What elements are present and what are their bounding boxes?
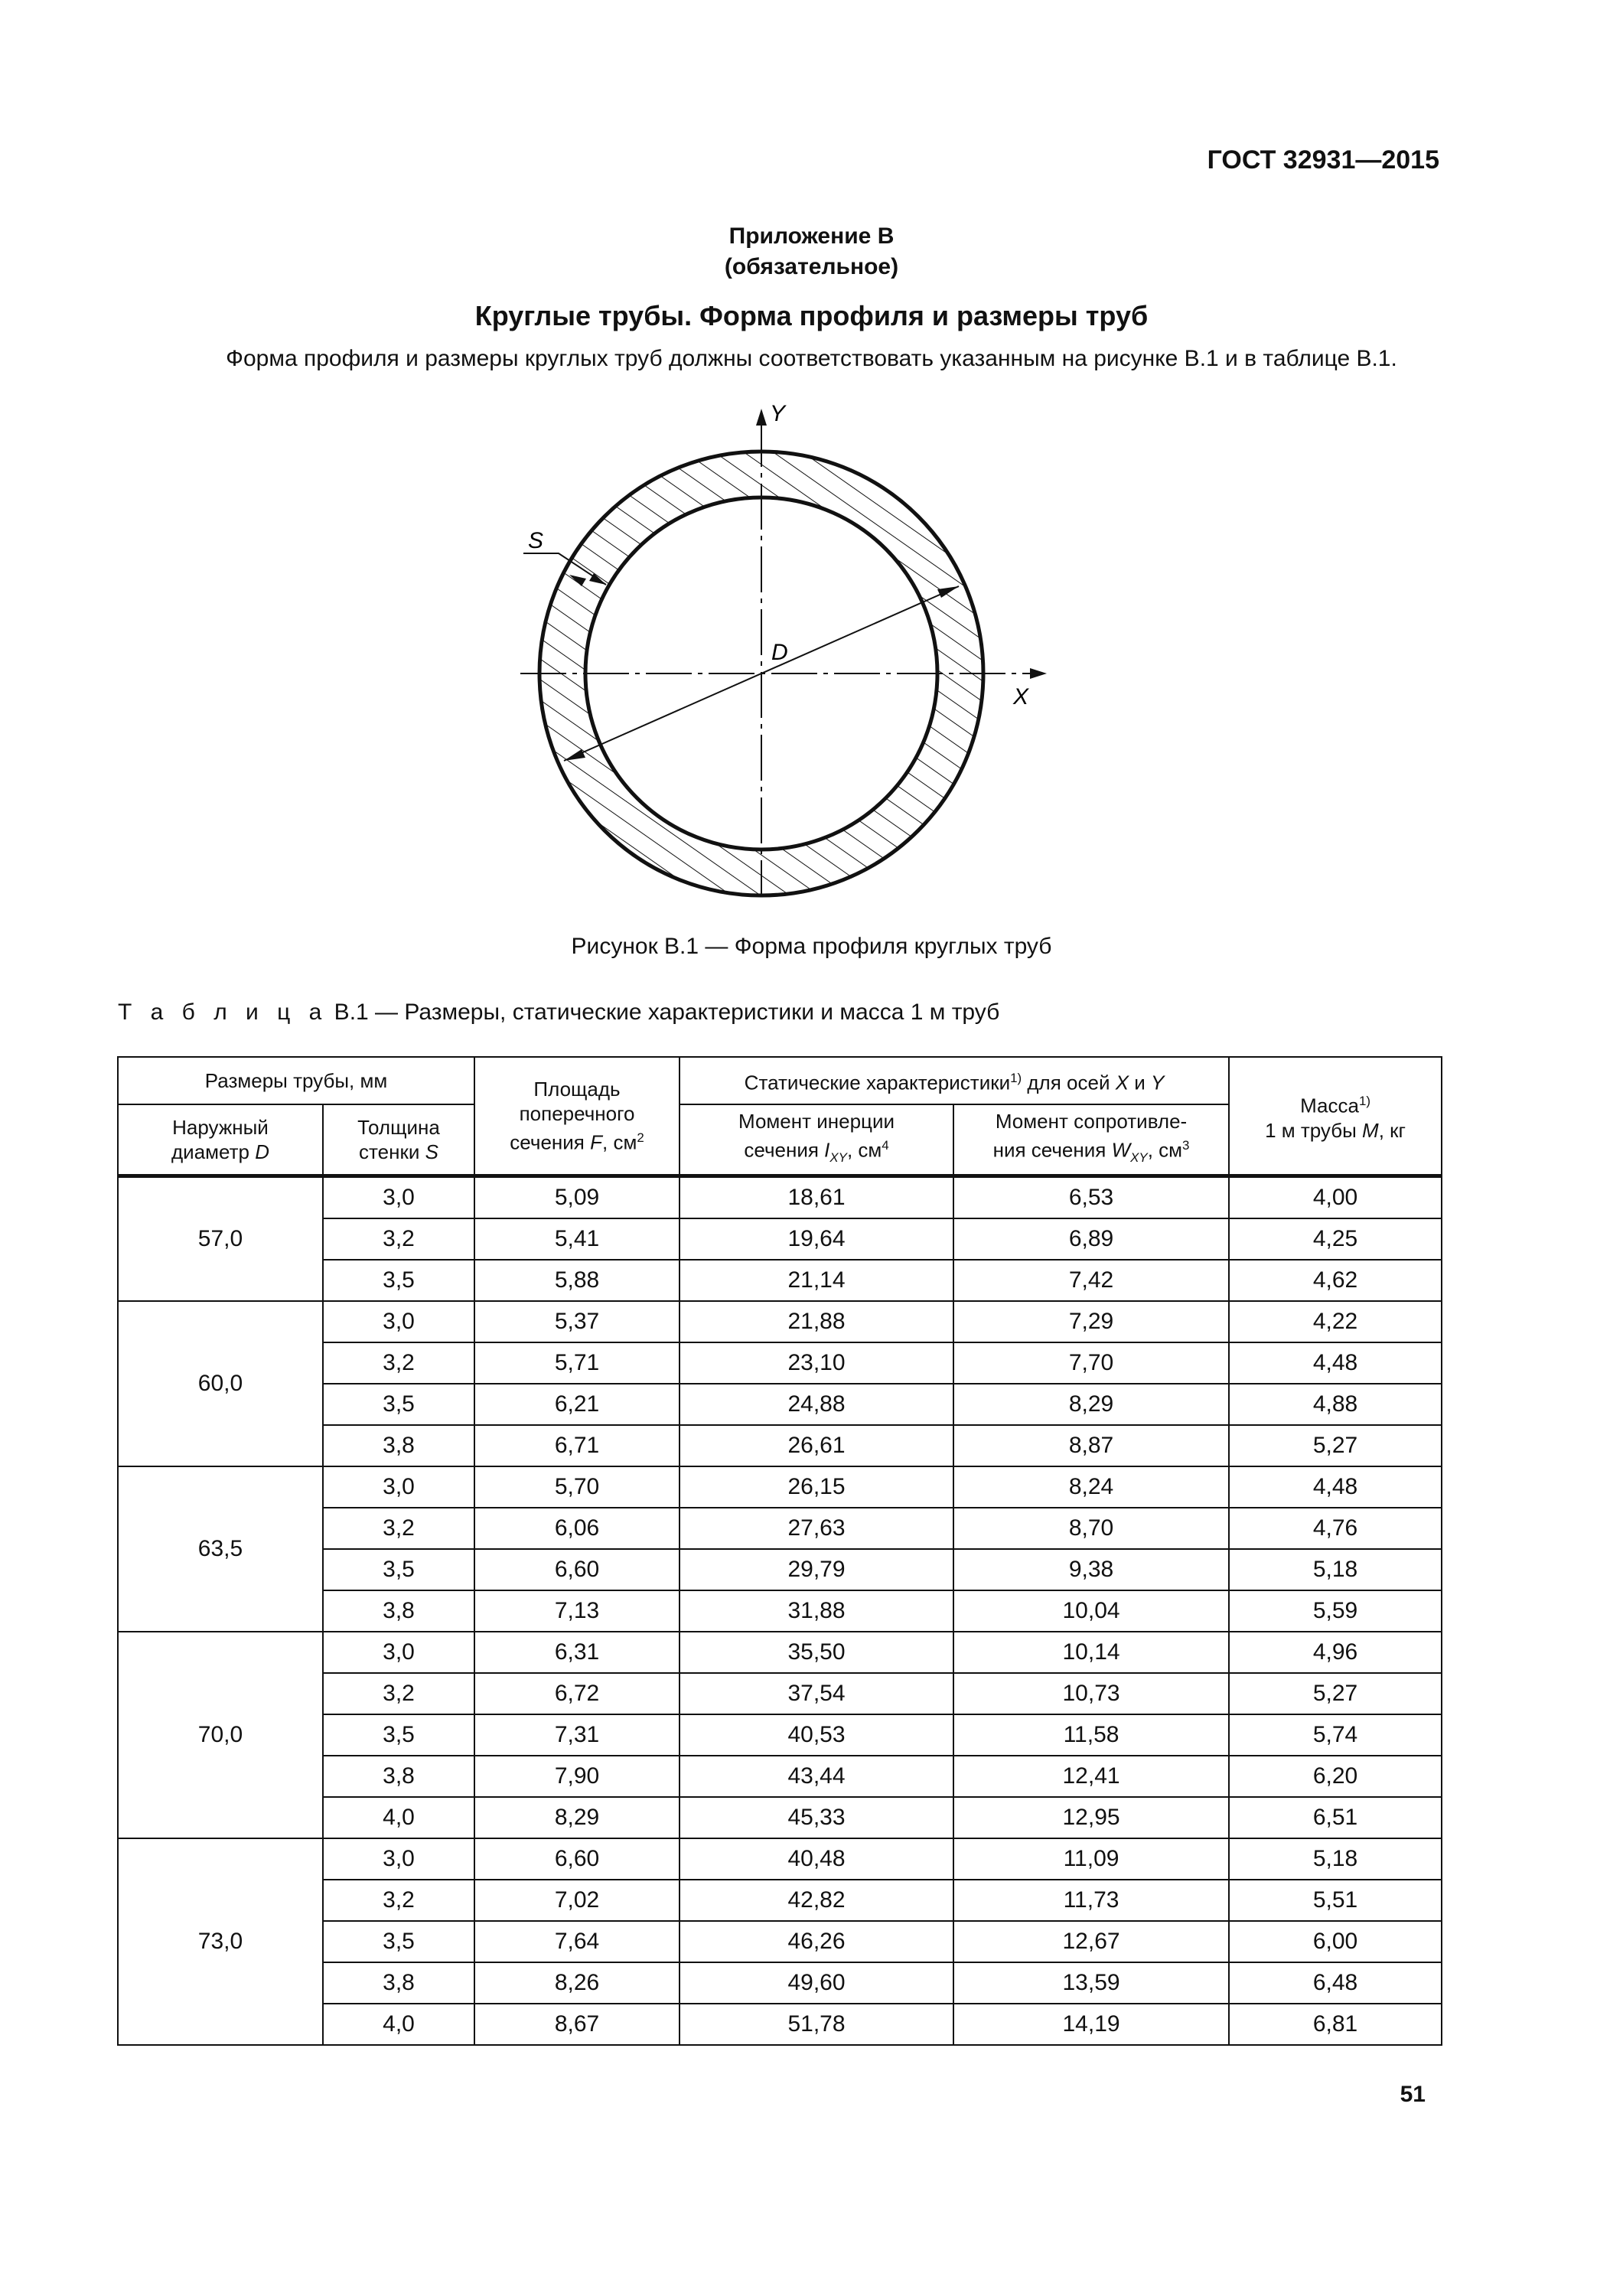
wall-thickness-cell: 3,8	[323, 1962, 474, 2004]
area-cell: 6,31	[474, 1632, 680, 1673]
page-number: 51	[1400, 2082, 1426, 2107]
area-cell: 5,41	[474, 1218, 680, 1260]
mass-cell: 4,96	[1229, 1632, 1442, 1673]
mass-cell: 4,76	[1229, 1508, 1442, 1549]
moment-of-inertia-cell: 18,61	[680, 1176, 953, 1219]
table-body	[118, 1176, 1442, 2046]
table-row	[118, 1632, 1442, 1673]
wall-thickness-cell: 3,5	[323, 1714, 474, 1756]
header-outer-diameter: Наружный диаметр D	[118, 1104, 323, 1176]
wall-thickness-cell: 4,0	[323, 1797, 474, 1838]
moment-of-inertia-cell: 26,15	[680, 1466, 953, 1508]
wall-thickness-cell: 3,2	[323, 1880, 474, 1921]
table-row	[118, 1838, 1442, 1880]
table-caption	[118, 1000, 999, 1026]
area-cell: 7,13	[474, 1590, 680, 1632]
section-modulus-cell: 8,29	[953, 1384, 1229, 1425]
moment-of-inertia-cell: 45,33	[680, 1797, 953, 1838]
section-modulus-cell: 12,41	[953, 1756, 1229, 1797]
wall-thickness-cell: 3,5	[323, 1549, 474, 1590]
moment-of-inertia-cell: 46,26	[680, 1921, 953, 1962]
moment-of-inertia-cell: 23,10	[680, 1342, 953, 1384]
mass-cell: 6,51	[1229, 1797, 1442, 1838]
annex-status: (обязательное)	[724, 254, 899, 279]
wall-thickness-cell: 3,2	[323, 1508, 474, 1549]
area-cell: 5,70	[474, 1466, 680, 1508]
mass-cell: 6,00	[1229, 1921, 1442, 1962]
section-modulus-cell: 11,09	[953, 1838, 1229, 1880]
header-wall-thickness: Толщина стенки S	[323, 1104, 474, 1176]
section-modulus-cell: 6,89	[953, 1218, 1229, 1260]
mass-cell: 5,27	[1229, 1673, 1442, 1714]
moment-of-inertia-cell: 35,50	[680, 1632, 953, 1673]
moment-of-inertia-cell: 37,54	[680, 1673, 953, 1714]
area-cell: 7,31	[474, 1714, 680, 1756]
y-axis-label: Y	[770, 401, 786, 426]
area-cell: 6,21	[474, 1384, 680, 1425]
area-cell: 7,64	[474, 1921, 680, 1962]
area-cell: 8,67	[474, 2004, 680, 2045]
section-modulus-cell: 7,29	[953, 1301, 1229, 1342]
header-pipe-dimensions: Размеры трубы, мм	[118, 1057, 474, 1104]
mass-cell: 4,22	[1229, 1301, 1442, 1342]
mass-cell: 5,74	[1229, 1714, 1442, 1756]
section-modulus-cell: 8,70	[953, 1508, 1229, 1549]
section-modulus-cell: 11,58	[953, 1714, 1229, 1756]
pipe-profile-figure	[490, 398, 1071, 903]
header-mass: Масса$^{1)}$ 1 м трубы M, кг	[1229, 1057, 1442, 1176]
mass-cell: 5,18	[1229, 1838, 1442, 1880]
x-axis-label: X	[1013, 684, 1029, 709]
area-cell: 7,90	[474, 1756, 680, 1797]
outer-diameter-cell: 70,0	[118, 1632, 323, 1838]
section-modulus-cell: 7,70	[953, 1342, 1229, 1384]
section-modulus-cell: 11,73	[953, 1880, 1229, 1921]
wall-thickness-cell: 3,5	[323, 1384, 474, 1425]
moment-of-inertia-cell: 24,88	[680, 1384, 953, 1425]
area-cell: 6,60	[474, 1838, 680, 1880]
moment-of-inertia-cell: 21,14	[680, 1260, 953, 1301]
table-row	[118, 1466, 1442, 1508]
pipe-cross-section-drawing	[490, 398, 1071, 903]
outer-diameter-cell: 73,0	[118, 1838, 323, 2045]
moment-of-inertia-cell: 42,82	[680, 1880, 953, 1921]
outer-diameter-cell: 60,0	[118, 1301, 323, 1466]
wall-thickness-cell: 3,8	[323, 1756, 474, 1797]
table-row	[118, 1176, 1442, 1219]
section-modulus-cell: 8,24	[953, 1466, 1229, 1508]
area-cell: 5,88	[474, 1260, 680, 1301]
area-cell: 8,29	[474, 1797, 680, 1838]
moment-of-inertia-cell: 49,60	[680, 1962, 953, 2004]
outer-diameter-cell: 57,0	[118, 1176, 323, 1302]
header-area: Площадь поперечного сечения F, $см^2$	[474, 1057, 680, 1176]
mass-cell: 4,88	[1229, 1384, 1442, 1425]
section-modulus-cell: 10,14	[953, 1632, 1229, 1673]
mass-cell: 4,00	[1229, 1176, 1442, 1219]
wall-thickness-cell: 3,0	[323, 1466, 474, 1508]
mass-cell: 4,48	[1229, 1466, 1442, 1508]
thickness-label: S	[528, 528, 544, 553]
mass-cell: 5,51	[1229, 1880, 1442, 1921]
wall-thickness-cell: 3,8	[323, 1590, 474, 1632]
moment-of-inertia-cell: 26,61	[680, 1425, 953, 1466]
section-modulus-cell: 12,67	[953, 1921, 1229, 1962]
table-caption-prefix: Т а б л и ц а	[118, 1000, 328, 1025]
wall-thickness-cell: 3,0	[323, 1838, 474, 1880]
header-moment-of-inertia: Момент инерции сечения $I_{XY}$, $см^4$	[680, 1104, 953, 1176]
mass-cell: 6,20	[1229, 1756, 1442, 1797]
section-modulus-cell: 7,42	[953, 1260, 1229, 1301]
mass-cell: 4,62	[1229, 1260, 1442, 1301]
moment-of-inertia-cell: 40,53	[680, 1714, 953, 1756]
mass-cell: 5,27	[1229, 1425, 1442, 1466]
wall-thickness-cell: 3,0	[323, 1632, 474, 1673]
mass-cell: 5,18	[1229, 1549, 1442, 1590]
moment-of-inertia-cell: 19,64	[680, 1218, 953, 1260]
wall-thickness-cell: 3,2	[323, 1342, 474, 1384]
section-modulus-cell: 12,95	[953, 1797, 1229, 1838]
mass-cell: 4,48	[1229, 1342, 1442, 1384]
area-cell: 5,71	[474, 1342, 680, 1384]
moment-of-inertia-cell: 51,78	[680, 2004, 953, 2045]
area-cell: 6,06	[474, 1508, 680, 1549]
section-modulus-cell: 6,53	[953, 1176, 1229, 1219]
mass-cell: 5,59	[1229, 1590, 1442, 1632]
moment-of-inertia-cell: 21,88	[680, 1301, 953, 1342]
wall-thickness-cell: 3,5	[323, 1921, 474, 1962]
section-modulus-cell: 10,04	[953, 1590, 1229, 1632]
area-cell: 8,26	[474, 1962, 680, 2004]
wall-thickness-cell: 3,8	[323, 1425, 474, 1466]
area-cell: 6,60	[474, 1549, 680, 1590]
moment-of-inertia-cell: 27,63	[680, 1508, 953, 1549]
section-modulus-cell: 9,38	[953, 1549, 1229, 1590]
area-cell: 6,72	[474, 1673, 680, 1714]
table-row	[118, 1301, 1442, 1342]
outer-diameter-cell: 63,5	[118, 1466, 323, 1632]
section-title: Круглые трубы. Форма профиля и размеры труб	[474, 300, 1149, 331]
pipe-dimensions-table	[117, 1056, 1442, 2046]
wall-thickness-cell: 3,5	[323, 1260, 474, 1301]
section-modulus-cell: 8,87	[953, 1425, 1229, 1466]
moment-of-inertia-cell: 40,48	[680, 1838, 953, 1880]
wall-thickness-cell: 3,0	[323, 1301, 474, 1342]
annex-label: Приложение В	[728, 223, 895, 249]
area-cell: 5,37	[474, 1301, 680, 1342]
wall-thickness-cell: 3,2	[323, 1218, 474, 1260]
wall-thickness-cell: 4,0	[323, 2004, 474, 2045]
moment-of-inertia-cell: 29,79	[680, 1549, 953, 1590]
moment-of-inertia-cell: 31,88	[680, 1590, 953, 1632]
area-cell: 7,02	[474, 1880, 680, 1921]
intro-paragraph: Форма профиля и размеры круглых труб должны соответствовать указанным на рисунке В.1 и в таблице В.1.	[226, 346, 1397, 371]
figure-caption: Рисунок В.1 — Форма профиля круглых труб	[571, 934, 1052, 959]
table-caption-text: В.1 — Размеры, статические характеристики и масса 1 м труб	[328, 1000, 1000, 1025]
header-static-characteristics: Статические характеристики$^{1)}$ для осей X и Y	[680, 1057, 1229, 1104]
mass-cell: 6,81	[1229, 2004, 1442, 2045]
section-modulus-cell: 13,59	[953, 1962, 1229, 2004]
moment-of-inertia-cell: 43,44	[680, 1756, 953, 1797]
wall-thickness-cell: 3,0	[323, 1176, 474, 1219]
header-section-modulus: Момент сопротивле- ния сечения $W_{XY}$, $см^3$	[953, 1104, 1229, 1176]
diameter-label: D	[771, 640, 788, 665]
section-modulus-cell: 14,19	[953, 2004, 1229, 2045]
wall-thickness-cell: 3,2	[323, 1673, 474, 1714]
mass-cell: 6,48	[1229, 1962, 1442, 2004]
section-modulus-cell: 10,73	[953, 1673, 1229, 1714]
mass-cell: 4,25	[1229, 1218, 1442, 1260]
area-cell: 6,71	[474, 1425, 680, 1466]
standard-designation: ГОСТ 32931—2015	[1207, 145, 1439, 174]
area-cell: 5,09	[474, 1176, 680, 1219]
